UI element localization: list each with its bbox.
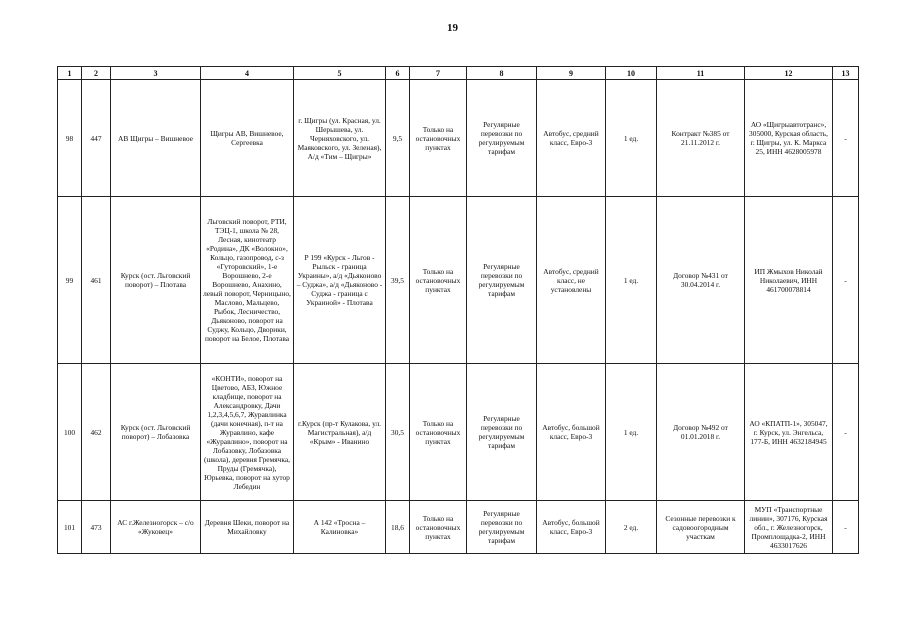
row-number: 98 — [58, 80, 82, 197]
column-header: 4 — [201, 67, 294, 80]
route-stops: «КОНТИ», поворот на Цветово, АБЗ, Южное кладбище, поворот на Александровку, Дачи 1,2,3,4,5,6,7, Журавлинка (дачи конечная), п-т на Журавлино, кафе «Журавлино», поворот на Лобазовку, Лобазовка (школа), деревня Гремячка, Пруды (Гремячка), Юрьевка, поворот на хутор Лебедин — [201, 364, 294, 501]
notes: - — [833, 501, 859, 554]
row-number: 101 — [58, 501, 82, 554]
row-number: 99 — [58, 197, 82, 364]
vehicle-class: Автобус, средний класс, не установлены — [537, 197, 606, 364]
route-length: 30,5 — [386, 364, 410, 501]
vehicle-class: Автобус, большой класс, Евро-3 — [537, 501, 606, 554]
routes-table — [57, 66, 859, 554]
route-streets: А 142 «Тросна – Калиновка» — [294, 501, 386, 554]
carrier-info: МУП «Транспортные линии», 307176, Курская обл., г. Железногорск, Промплощадка-2, ИНН 4633017626 — [745, 501, 833, 554]
table-row — [58, 197, 859, 364]
vehicle-class: Автобус, большой класс, Евро-3 — [537, 364, 606, 501]
table-row — [58, 80, 859, 197]
carrier-info: АО «КПАТП-1», 305047, г. Курск, ул. Энгельса, 177-Б, ИНН 4632184945 — [745, 364, 833, 501]
column-header: 12 — [745, 67, 833, 80]
column-header: 10 — [606, 67, 657, 80]
route-stops: Щигры АВ, Вишневое, Сергеевка — [201, 80, 294, 197]
route-stops: Деревня Шеки, поворот на Михайловку — [201, 501, 294, 554]
transport-type: Регулярные перевозки по регулируемым тарифам — [467, 364, 537, 501]
column-header: 5 — [294, 67, 386, 80]
route-length: 39,5 — [386, 197, 410, 364]
column-header: 2 — [82, 67, 111, 80]
vehicle-count: 1 ед. — [606, 80, 657, 197]
contract-info: Сезонные перевозки к садовоогородным участкам — [657, 501, 745, 554]
vehicle-count: 1 ед. — [606, 197, 657, 364]
route-length: 9,5 — [386, 80, 410, 197]
column-header: 3 — [111, 67, 201, 80]
route-streets: Р 199 «Курск - Льгов - Рыльск - граница Украины», а/д «Дьяконово – Суджа», а/д «Дьяконово - Суджа - граница с Украиной» - Плотава — [294, 197, 386, 364]
carrier-info: ИП Жмыхов Николай Николаевич, ИНН 461700078814 — [745, 197, 833, 364]
route-number: 473 — [82, 501, 111, 554]
column-header: 9 — [537, 67, 606, 80]
column-header: 7 — [410, 67, 467, 80]
transport-type: Регулярные перевозки по регулируемым тарифам — [467, 501, 537, 554]
boarding-order: Только на остановочных пунктах — [410, 364, 467, 501]
vehicle-class: Автобус, средний класс, Евро-3 — [537, 80, 606, 197]
vehicle-count: 1 ед. — [606, 364, 657, 501]
row-number: 100 — [58, 364, 82, 501]
page-number: 19 — [447, 22, 458, 34]
table-row — [58, 364, 859, 501]
route-stops: Льговский поворот, РТИ, ТЭЦ-1, школа № 28, Лесная, кинотеатр «Родина», ДК «Волокно», Кольцо, газопровод, с-з «Гуторовский», 1-е Ворошнево, 2-е Ворошнево, Анахино, левый поворот, Черницыно, Маслово, Мальцево, Рыбок, Лесничество, Дьяконово, поворот на Суджу, Кольцо, Дворики, поворот на Белое, Плотава — [201, 197, 294, 364]
route-number: 461 — [82, 197, 111, 364]
contract-info: Договор №431 от 30.04.2014 г. — [657, 197, 745, 364]
notes: - — [833, 197, 859, 364]
notes: - — [833, 80, 859, 197]
route-name: Курск (ост. Льговский поворот) – Плотава — [111, 197, 201, 364]
boarding-order: Только на остановочных пунктах — [410, 197, 467, 364]
carrier-info: АО «Щигрыавтотранс», 305000, Курская область, г. Щигры, ул. К. Маркса 25, ИНН 4628005978 — [745, 80, 833, 197]
boarding-order: Только на остановочных пунктах — [410, 80, 467, 197]
notes: - — [833, 364, 859, 501]
route-length: 18,6 — [386, 501, 410, 554]
column-header: 13 — [833, 67, 859, 80]
route-name: Курск (ост. Льговский поворот) – Лобазовка — [111, 364, 201, 501]
route-name: АВ Щигры – Вишневое — [111, 80, 201, 197]
column-header: 11 — [657, 67, 745, 80]
route-streets: г. Щигры (ул. Красная, ул. Шерышева, ул. Черняховского, ул. Маяковского, ул. Зеленая), А/д «Тим – Щигры» — [294, 80, 386, 197]
table-row — [58, 501, 859, 554]
transport-type: Регулярные перевозки по регулируемым тарифам — [467, 80, 537, 197]
column-header: 1 — [58, 67, 82, 80]
route-number: 447 — [82, 80, 111, 197]
vehicle-count: 2 ед. — [606, 501, 657, 554]
column-header: 6 — [386, 67, 410, 80]
route-name: АС г.Железногорск – с/о «Жуковец» — [111, 501, 201, 554]
column-header: 8 — [467, 67, 537, 80]
boarding-order: Только на остановочных пунктах — [410, 501, 467, 554]
transport-type: Регулярные перевозки по регулируемым тарифам — [467, 197, 537, 364]
route-streets: г.Курск (пр-т Кулакова, ул. Магистральная), а/д «Крым» - Иванино — [294, 364, 386, 501]
contract-info: Контракт №385 от 21.11.2012 г. — [657, 80, 745, 197]
contract-info: Договор №492 от 01.01.2018 г. — [657, 364, 745, 501]
route-number: 462 — [82, 364, 111, 501]
table-header-row — [58, 67, 859, 80]
